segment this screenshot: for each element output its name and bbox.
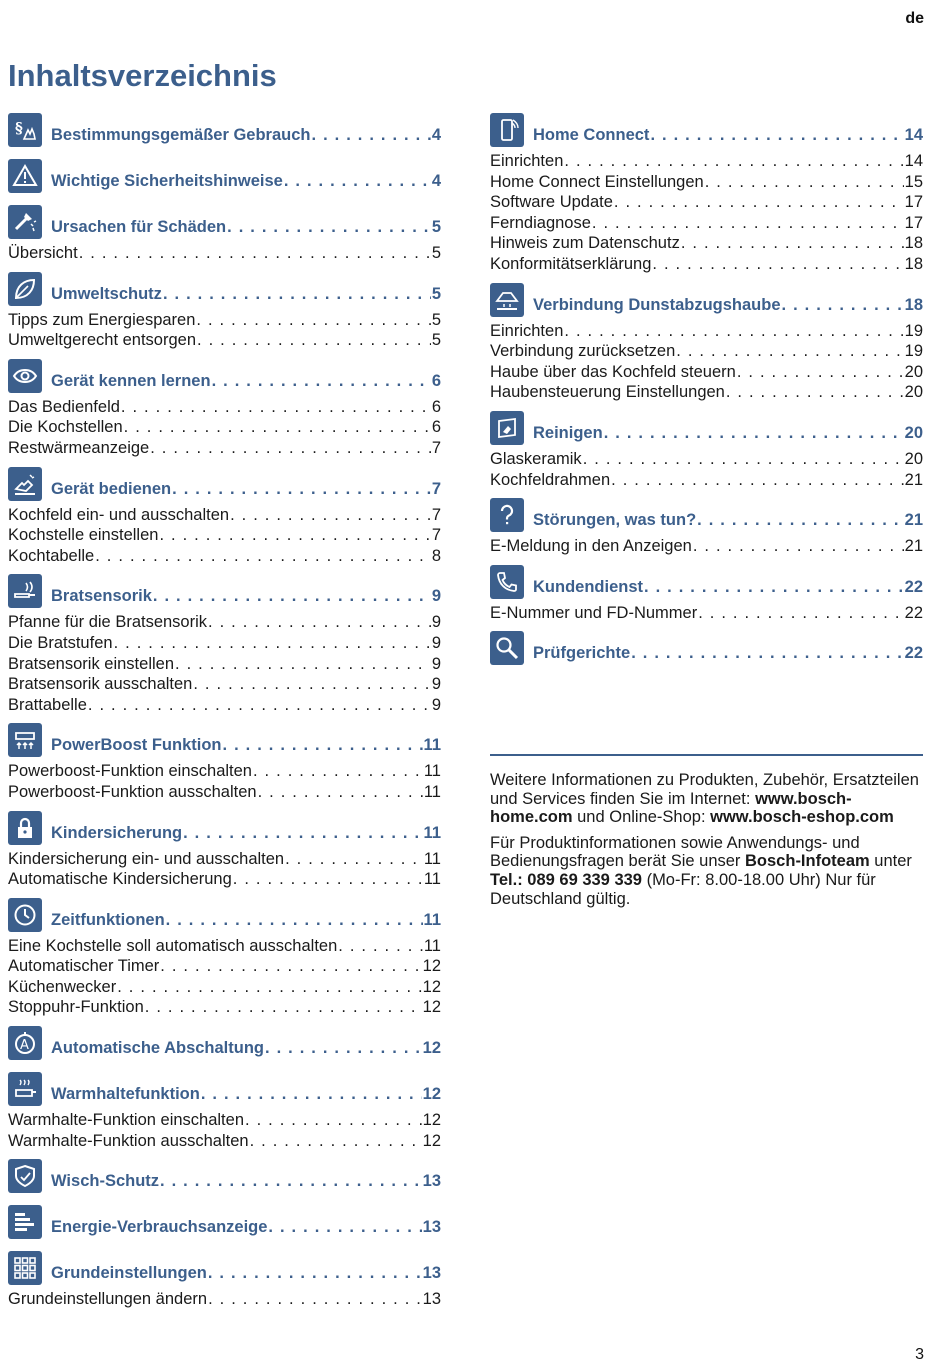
toc-entry[interactable] (8, 546, 441, 567)
toc-section-heading[interactable] (533, 125, 923, 145)
toc-entry-label: Kochstelle einstellen (8, 526, 159, 545)
toc-entry-page: 12 (422, 1111, 441, 1130)
toc-section-title: Energie-Verbrauchsanzeige (51, 1218, 268, 1237)
dot-leader (631, 643, 903, 663)
toc-entry[interactable] (8, 674, 441, 695)
toc-section-page: 13 (422, 1218, 441, 1237)
dot-leader (705, 172, 904, 193)
toc-section-title: Kundendienst (533, 577, 643, 596)
eye-icon (8, 359, 42, 393)
wipe-protection-icon (8, 1159, 42, 1193)
toc-entry-label: Warmhalte-Funktion einschalten (8, 1111, 244, 1130)
toc-section-title: PowerBoost Funktion (51, 736, 222, 755)
toc-entry-page: 17 (904, 213, 923, 232)
toc-entry-label: Warmhalte-Funktion ausschalten (8, 1131, 249, 1150)
toc-entry-label: Tipps zum Energiesparen (8, 310, 196, 329)
toc-section-page: 9 (431, 587, 441, 606)
dot-leader (726, 382, 904, 403)
toc-entry[interactable] (8, 654, 441, 675)
dot-leader (245, 1110, 422, 1131)
toc-entry-page: 6 (431, 418, 441, 437)
toc-section-page: 12 (422, 1039, 441, 1058)
toc-entry-page: 19 (904, 342, 923, 361)
toc-entry-page: 12 (422, 957, 441, 976)
toc-right-column (490, 110, 923, 669)
toc-section-heading[interactable] (51, 1263, 441, 1283)
toc-entry-page: 15 (904, 172, 923, 191)
toc-section[interactable] (8, 464, 441, 505)
toc-entry-page: 5 (431, 310, 441, 329)
toc-section-heading[interactable] (51, 910, 441, 930)
toc-section-heading[interactable] (51, 371, 441, 391)
toc-entry-page: 18 (904, 254, 923, 273)
home-connect-icon (490, 113, 524, 147)
toc-entry[interactable] (8, 936, 441, 957)
toc-entry-label: Powerboost-Funktion ausschalten (8, 782, 257, 801)
toc-entry-label: Software Update (490, 193, 613, 212)
toc-section-heading[interactable] (51, 735, 441, 755)
hood-icon (490, 283, 524, 317)
toc-section[interactable] (490, 628, 923, 669)
dot-leader (604, 423, 904, 443)
toc-section-title: Prüfgerichte (533, 644, 631, 663)
shop-link[interactable]: www.bosch-eshop.com (710, 808, 894, 827)
toc-entry[interactable] (8, 997, 441, 1018)
toc-entry-page: 11 (423, 870, 441, 889)
dot-leader (564, 321, 903, 342)
toc-entry-page: 20 (904, 362, 923, 381)
dot-leader (233, 869, 423, 890)
toc-entry[interactable] (8, 695, 441, 716)
toc-section-page: 7 (431, 479, 441, 498)
toc-section-title: Reinigen (533, 423, 603, 442)
toc-section-heading[interactable] (51, 217, 441, 237)
clock-icon (8, 898, 42, 932)
toc-entry-page: 20 (904, 449, 923, 468)
toc-entry[interactable] (8, 977, 441, 998)
toc-entry[interactable] (8, 310, 441, 331)
dot-leader (676, 341, 903, 362)
hotline-number: Tel.: 089 69 339 339 (490, 870, 642, 889)
dot-leader (208, 1289, 422, 1310)
toc-entry-label: Kochtabelle (8, 546, 95, 565)
toc-entry[interactable] (490, 192, 923, 213)
toc-entry[interactable] (8, 1110, 441, 1131)
toc-entry[interactable] (8, 869, 441, 890)
damage-icon (8, 205, 42, 239)
keep-warm-icon (8, 1072, 42, 1106)
toc-entry[interactable] (490, 382, 923, 403)
toc-entry[interactable] (490, 321, 923, 342)
toc-section-page: 20 (904, 423, 923, 442)
dot-leader (163, 284, 431, 304)
toc-entry-label: E-Meldung in den Anzeigen (490, 537, 692, 556)
toc-entry[interactable] (8, 1289, 441, 1310)
dot-leader (95, 546, 431, 567)
toc-entry[interactable] (8, 525, 441, 546)
toc-section[interactable] (8, 110, 441, 151)
toc-entry-page: 9 (431, 613, 441, 632)
toc-section[interactable] (490, 110, 923, 151)
toc-section-page: 6 (431, 371, 441, 390)
toc-section-title: Gerät kennen lernen (51, 371, 211, 390)
toc-entry-label: Glaskeramik (490, 449, 582, 468)
dot-leader (193, 674, 430, 695)
toc-entry-label: Einrichten (490, 152, 564, 170)
toc-entry-page: 22 (904, 603, 923, 622)
toc-entry-page: 9 (431, 654, 441, 673)
toc-section-heading[interactable] (533, 295, 923, 315)
dot-leader (175, 654, 431, 675)
toc-entry-page: 12 (422, 998, 441, 1017)
toc-entry-page: 11 (423, 936, 441, 955)
energy-display-icon (8, 1205, 42, 1239)
intended-use-icon (8, 113, 42, 147)
dot-leader (284, 171, 431, 191)
toc-section[interactable] (8, 1023, 441, 1064)
dot-leader (208, 612, 431, 633)
toc-entry[interactable] (8, 849, 441, 870)
toc-entry-label: Die Bratstufen (8, 633, 113, 652)
toc-entry-page: 8 (431, 546, 441, 565)
toc-section[interactable] (8, 1202, 441, 1243)
toc-section[interactable] (490, 495, 923, 536)
phone-icon (490, 565, 524, 599)
toc-entry-page: 6 (431, 397, 441, 416)
dot-leader (737, 362, 904, 383)
toc-section[interactable] (8, 895, 441, 936)
toc-section-title: Zeitfunktionen (51, 910, 165, 929)
toc-entry[interactable] (490, 603, 923, 624)
toc-section-page: 5 (431, 284, 441, 303)
toc-section-page: 11 (423, 736, 441, 755)
toc-entry-label: Kochfeld ein- und ausschalten (8, 505, 230, 524)
toc-entry-page: 21 (904, 537, 923, 556)
toc-entry-label: Konformitätserklärung (490, 254, 652, 273)
toc-entry-label: Brattabelle (8, 695, 87, 714)
dot-leader (79, 243, 431, 264)
language-code: de (905, 10, 924, 27)
toc-entry-label: Stoppuhr-Funktion (8, 998, 144, 1017)
toc-entry-page: 9 (431, 695, 441, 714)
toc-section-title: Ursachen für Schäden (51, 218, 227, 236)
toc-entry[interactable] (490, 536, 923, 557)
toc-section[interactable] (490, 408, 923, 449)
toc-entry-page: 5 (431, 331, 441, 350)
dot-leader (268, 1217, 421, 1237)
toc-entry[interactable] (8, 397, 441, 418)
toc-section-page: 14 (904, 126, 923, 144)
dot-leader (285, 849, 423, 870)
toc-entry-label: Grundeinstellungen ändern (8, 1290, 208, 1309)
toc-entry-page: 5 (431, 244, 441, 262)
info-paragraph-hotline: Für Produktinformationen sowie Anwendungs- und Bedienungsfragen berät Sie unser Bosch-Infoteam unter Tel.: 089 69 339 339 (Mo-Fr: 8.00-18.00 Uhr) Nur für Deutschland gültig. (490, 833, 912, 908)
toc-section-heading[interactable] (533, 577, 923, 597)
toc-section[interactable] (8, 1248, 441, 1289)
toc-section-page: 11 (423, 823, 441, 842)
toc-entry-label: Einrichten (490, 321, 564, 340)
toc-entry-label: Haubensteuerung Einstellungen (490, 383, 725, 402)
dot-leader (650, 125, 903, 145)
toc-section[interactable] (8, 269, 441, 310)
dot-leader (183, 823, 422, 843)
cleaning-icon (490, 411, 524, 445)
toc-entry[interactable] (490, 233, 923, 254)
dot-leader (564, 151, 903, 172)
toc-entry-page: 14 (904, 152, 923, 170)
grid-settings-icon (8, 1251, 42, 1285)
leaf-icon (8, 272, 42, 306)
dot-leader (160, 956, 421, 977)
question-icon (490, 498, 524, 532)
dot-leader (583, 449, 904, 470)
toc-section-title: Bratsensorik (51, 587, 152, 606)
toc-section-page: 22 (904, 644, 923, 663)
dot-leader (652, 254, 903, 275)
toc-section-heading[interactable] (51, 1217, 441, 1237)
toc-section-page: 4 (431, 172, 441, 190)
toc-section[interactable] (8, 720, 441, 761)
dot-leader (338, 936, 423, 957)
toc-entry-label: Ferndiagnose (490, 213, 591, 232)
magnifier-icon (490, 631, 524, 665)
dot-leader (227, 217, 431, 237)
toc-entry[interactable] (8, 438, 441, 459)
toc-entry-page: 11 (423, 849, 441, 868)
toc-entry-label: Eine Kochstelle soll automatisch ausschalten (8, 936, 338, 955)
divider (490, 754, 923, 756)
toc-section-heading[interactable] (533, 643, 923, 663)
dot-leader (88, 695, 431, 716)
toc-section-heading[interactable] (51, 1171, 441, 1191)
dot-leader (197, 330, 431, 351)
dot-leader (208, 1263, 422, 1283)
toc-entry-label: Verbindung zurücksetzen (490, 342, 676, 361)
toc-section[interactable] (8, 156, 441, 197)
toc-section-page: 11 (423, 910, 441, 929)
dot-leader (312, 125, 431, 145)
toc-entry-page: 7 (431, 438, 441, 457)
dot-leader (250, 1131, 422, 1152)
toc-entry-label: Hinweis zum Datenschutz (490, 234, 680, 253)
toc-section-heading[interactable] (51, 171, 441, 191)
toc-left-column (8, 110, 441, 1310)
page-number: 3 (915, 1346, 924, 1363)
svg-text:§: § (15, 119, 23, 137)
toc-section-heading[interactable] (533, 423, 923, 443)
toc-entry-label: Home Connect Einstellungen (490, 172, 704, 191)
dot-leader (693, 536, 904, 557)
toc-entry[interactable] (8, 612, 441, 633)
toc-entry-label: Automatische Kindersicherung (8, 870, 232, 889)
dot-leader (265, 1038, 422, 1058)
dot-leader (258, 782, 423, 803)
toc-entry-page: 7 (431, 505, 441, 524)
toc-entry[interactable] (8, 782, 441, 803)
toc-entry[interactable] (490, 213, 923, 234)
toc-entry[interactable] (490, 254, 923, 275)
dot-leader (697, 510, 903, 530)
toc-section-title: Verbindung Dunstabzugshaube (533, 295, 781, 314)
dot-leader (172, 479, 431, 499)
toc-section-heading[interactable] (51, 284, 441, 304)
info-paragraph-web: Weitere Informationen zu Produkten, Zubehör, Ersatzteilen und Services finden Sie im Internet: www.bosch-home.com und Online-Shop: www.bosch-eshop.com (490, 771, 919, 827)
toc-entry-page: 12 (422, 1131, 441, 1150)
toc-section-title: Automatische Abschaltung (51, 1039, 264, 1058)
svg-text:A: A (20, 1038, 29, 1054)
toc-entry[interactable] (490, 172, 923, 193)
toc-section-page: 5 (431, 218, 441, 236)
toc-entry-page: 9 (431, 633, 441, 652)
toc-section-title: Wisch-Schutz (51, 1172, 160, 1191)
toc-entry[interactable] (490, 449, 923, 470)
toc-entry-label: Übersicht (8, 244, 78, 262)
toc-entry-page: 18 (904, 234, 923, 253)
toc-entry-page: 9 (431, 675, 441, 694)
toc-section-title: Wichtige Sicherheitshinweise (51, 172, 283, 190)
toc-section[interactable] (8, 1156, 441, 1197)
toc-entry[interactable] (8, 243, 441, 264)
toc-entry-label: Automatischer Timer (8, 957, 160, 976)
dot-leader (592, 213, 904, 234)
toc-section-title: Bestimmungsgemäßer Gebrauch (51, 126, 311, 144)
toc-section-heading[interactable] (51, 823, 441, 843)
toc-entry[interactable] (8, 330, 441, 351)
toc-entry[interactable] (490, 151, 923, 172)
dot-leader (644, 577, 904, 597)
toc-entry-page: 11 (423, 782, 441, 801)
toc-entry[interactable] (8, 1131, 441, 1152)
dot-leader (150, 438, 431, 459)
toc-section-heading[interactable] (51, 1084, 441, 1104)
website-link[interactable]: www.bosch-home.com (490, 789, 852, 827)
frying-sensor-icon (8, 574, 42, 608)
dot-leader (782, 295, 904, 315)
toc-entry[interactable] (490, 470, 923, 491)
toc-entry-label: Das Bedienfeld (8, 397, 120, 416)
dot-leader (681, 233, 904, 254)
toc-entry-page: 7 (431, 526, 441, 545)
dot-leader (223, 735, 423, 755)
dot-leader (160, 1171, 422, 1191)
info-box (490, 771, 930, 915)
dot-leader (153, 586, 431, 606)
toc-section[interactable] (8, 1069, 441, 1110)
toc-entry-label: Bratsensorik einstellen (8, 654, 174, 673)
toc-section-title: Gerät bedienen (51, 479, 172, 498)
toc-section[interactable] (490, 280, 923, 321)
toc-entry-label: E-Nummer und FD-Nummer (490, 603, 698, 622)
toc-section[interactable] (8, 356, 441, 397)
toc-entry-page: 17 (904, 193, 923, 212)
toc-entry-page: 11 (423, 762, 441, 781)
toc-section-page: 13 (422, 1172, 441, 1191)
dot-leader (114, 633, 431, 654)
warning-icon (8, 159, 42, 193)
toc-section-page: 18 (904, 295, 923, 314)
toc-entry-label: Restwärmeanzeige (8, 438, 150, 457)
toc-section-page: 13 (422, 1264, 441, 1283)
dot-leader (253, 761, 423, 782)
toc-section-page: 4 (431, 126, 441, 144)
toc-section-heading[interactable] (51, 125, 441, 145)
dot-leader (614, 192, 904, 213)
toc-section-title: Home Connect (533, 126, 650, 144)
toc-section-title: Warmhaltefunktion (51, 1085, 200, 1104)
lock-icon (8, 811, 42, 845)
toc-section[interactable] (8, 202, 441, 243)
dot-leader (698, 603, 903, 624)
toc-section-heading[interactable] (51, 1038, 441, 1058)
toc-entry-label: Powerboost-Funktion einschalten (8, 762, 252, 781)
dot-leader (611, 470, 903, 491)
page-title: Inhaltsverzeichnis (8, 58, 277, 93)
toc-section-page: 22 (904, 577, 923, 596)
toc-entry[interactable] (8, 956, 441, 977)
toc-entry[interactable] (8, 761, 441, 782)
toc-section-title: Störungen, was tun? (533, 511, 697, 530)
toc-section[interactable] (8, 571, 441, 612)
toc-entry-page: 13 (422, 1290, 441, 1309)
toc-section-page: 12 (422, 1085, 441, 1104)
toc-section-heading[interactable] (533, 510, 923, 530)
dot-leader (145, 997, 422, 1018)
dot-leader (201, 1084, 422, 1104)
toc-entry-label: Bratsensorik ausschalten (8, 675, 193, 694)
toc-entry-label: Pfanne für die Bratsensorik (8, 613, 208, 632)
dot-leader (212, 371, 431, 391)
toc-entry[interactable] (8, 633, 441, 654)
auto-off-icon (8, 1026, 42, 1060)
toc-section-page: 21 (904, 511, 923, 530)
toc-entry[interactable] (8, 417, 441, 438)
dot-leader (121, 397, 431, 418)
hand-operate-icon (8, 467, 42, 501)
toc-entry[interactable] (490, 362, 923, 383)
dot-leader (196, 310, 430, 331)
toc-entry-page: 20 (904, 383, 923, 402)
dot-leader (230, 505, 431, 526)
toc-entry-page: 12 (422, 977, 441, 996)
toc-section-title: Grundeinstellungen (51, 1264, 207, 1283)
toc-entry-label: Küchenwecker (8, 977, 117, 996)
dot-leader (159, 525, 430, 546)
toc-entry[interactable] (8, 505, 441, 526)
dot-leader (124, 417, 431, 438)
toc-section-title: Kindersicherung (51, 823, 183, 842)
toc-entry[interactable] (490, 341, 923, 362)
powerboost-icon (8, 723, 42, 757)
toc-entry-page: 21 (904, 470, 923, 489)
toc-section[interactable] (8, 808, 441, 849)
toc-section-title: Umweltschutz (51, 284, 162, 303)
toc-entry-page: 19 (904, 321, 923, 340)
toc-section[interactable] (490, 562, 923, 603)
toc-entry-label: Kindersicherung ein- und ausschalten (8, 849, 285, 868)
toc-entry-label: Die Kochstellen (8, 418, 123, 437)
toc-entry-label: Umweltgerecht entsorgen (8, 331, 197, 350)
dot-leader (117, 977, 421, 998)
toc-section-heading[interactable] (51, 479, 441, 499)
toc-entry-label: Haube über das Kochfeld steuern (490, 362, 736, 381)
toc-entry-label: Kochfeldrahmen (490, 470, 611, 489)
toc-section-heading[interactable] (51, 586, 441, 606)
dot-leader (166, 910, 423, 930)
